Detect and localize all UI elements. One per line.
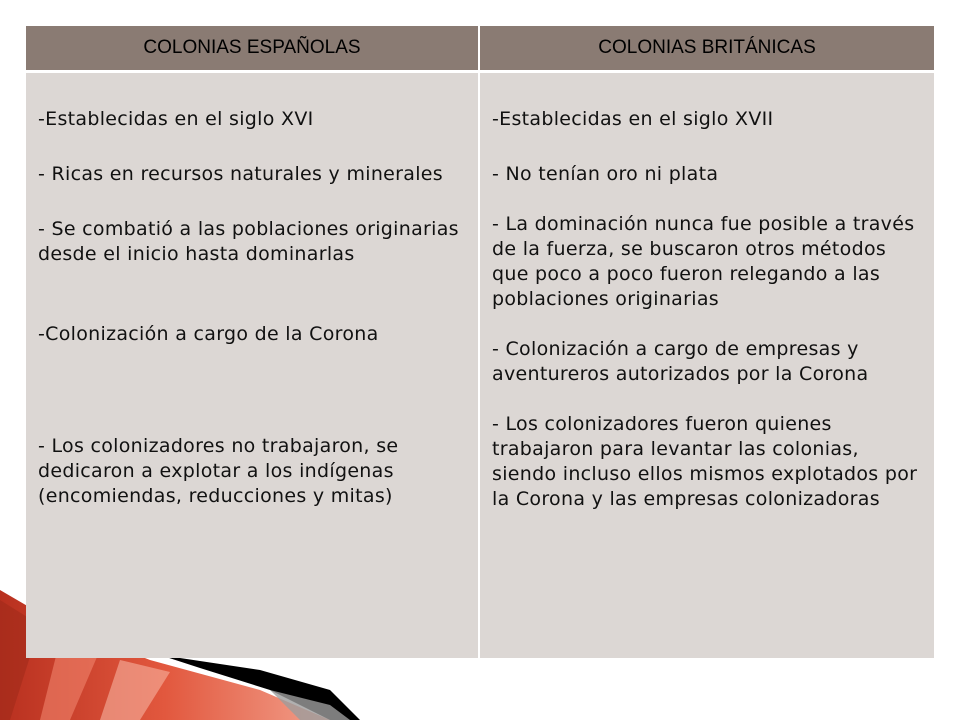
gray-swoosh — [270, 690, 350, 720]
header-spanish-colonies: COLONIAS ESPAÑOLAS — [26, 26, 479, 72]
spanish-item-resources: - Ricas en recursos naturales y minerales — [38, 163, 443, 185]
black-swoosh — [160, 655, 360, 720]
british-item-domination: - La dominación nunca fue posible a través de la fuerza, se buscaron otros métodos que poco a poco fueron relegando a las poblaciones originarias — [492, 213, 915, 310]
header-british-colonies: COLONIAS BRITÁNICAS — [479, 26, 934, 72]
red-stripe-light — [100, 660, 170, 720]
content-row — [26, 72, 934, 659]
spanish-item-century: -Establecidas en el siglo XVI — [38, 108, 314, 130]
spanish-item-indigenous: - Se combatió a las poblaciones originarias desde el inicio hasta dominarlas — [38, 218, 459, 265]
spanish-item-crown: -Colonización a cargo de la Corona — [38, 323, 379, 345]
british-colonies-cell — [479, 72, 934, 659]
british-item-companies: - Colonización a cargo de empresas y aventureros autorizados por la Corona — [492, 338, 869, 385]
british-item-century: -Establecidas en el siglo XVII — [492, 108, 774, 130]
british-item-no-gold: - No tenían oro ni plata — [492, 163, 719, 185]
header-row — [26, 26, 934, 72]
spanish-item-labor: - Los colonizadores no trabajaron, se dedicaron a explotar a los indígenas (encomiendas, reducciones y mitas) — [38, 435, 399, 507]
british-item-labor: - Los colonizadores fueron quienes trabajaron para levantar las colonias, siendo incluso ellos mismos explotados por la Corona y las empresas colonizadoras — [492, 413, 918, 510]
comparison-table — [26, 26, 934, 658]
spanish-colonies-cell — [26, 72, 479, 659]
